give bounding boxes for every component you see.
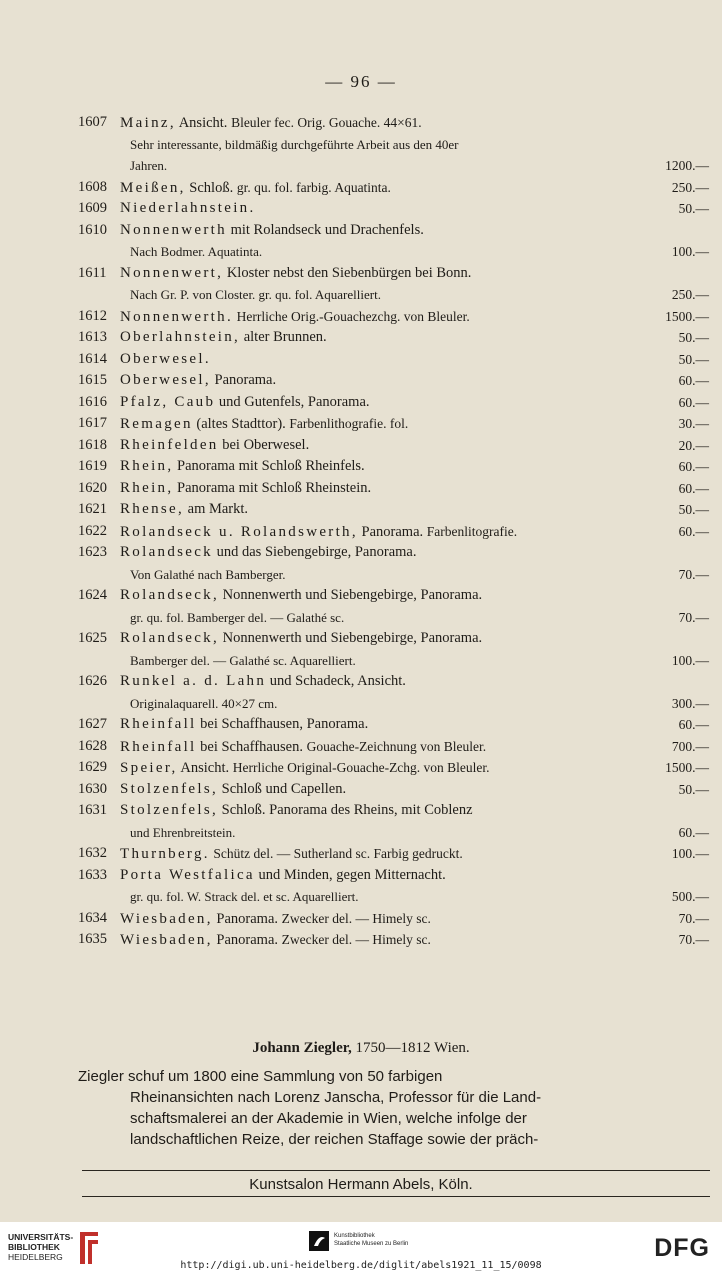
catalog-entry xyxy=(0,263,722,306)
entry-title: und Gutenfels, Panorama. xyxy=(218,393,370,410)
entry-price: 300.— xyxy=(671,695,709,711)
catalog-entry xyxy=(0,542,722,585)
catalog-entry xyxy=(0,112,722,177)
artist-name: Johann Ziegler, xyxy=(252,1040,352,1056)
entry-title: bei Oberwesel. xyxy=(222,436,310,453)
entry-text xyxy=(120,177,391,200)
catalog-entry xyxy=(0,843,722,865)
entry-text xyxy=(120,370,276,392)
catalog-entry xyxy=(0,736,722,758)
catalog-entries xyxy=(0,112,722,951)
catalog-entry xyxy=(0,220,722,263)
entry-details: Farbenlitografie. xyxy=(426,523,518,539)
entry-text xyxy=(120,306,470,329)
catalog-entry xyxy=(0,177,722,199)
entry-title: am Markt. xyxy=(187,501,249,517)
entry-continuation-text: gr. qu. fol. W. Strack del. et sc. Aquarelliert. xyxy=(130,889,359,904)
catalog-entry xyxy=(0,198,722,220)
entry-number: 1625 xyxy=(78,630,107,646)
entry-number: 1629 xyxy=(78,759,107,775)
entry-line xyxy=(0,865,722,887)
entry-price: 50.— xyxy=(678,781,709,797)
entry-details: Herrliche Original-Gouache-Zchg. von Bleuler. xyxy=(232,760,490,775)
entry-number: 1610 xyxy=(78,221,107,238)
entry-line xyxy=(0,800,722,822)
entry-text xyxy=(120,908,431,931)
catalog-entry xyxy=(0,521,722,543)
page-number: — 96 — xyxy=(325,72,397,91)
entry-text xyxy=(120,714,368,736)
catalog-entry xyxy=(0,757,722,779)
catalog-entry xyxy=(0,413,722,435)
entry-price: 500.— xyxy=(671,889,709,904)
entry-line xyxy=(0,521,722,543)
entry-price: 250.— xyxy=(671,179,709,195)
entry-continuation xyxy=(0,607,722,629)
entry-line xyxy=(0,456,722,478)
catalog-entry xyxy=(0,865,722,908)
entry-text xyxy=(120,198,256,220)
entry-place: Rhein, xyxy=(120,458,174,474)
entry-price: 70.— xyxy=(678,566,709,582)
entry-place: Rolandseck u. Rolandswerth, xyxy=(120,523,358,540)
entry-number: 1607 xyxy=(78,114,107,130)
entry-continuation xyxy=(0,822,722,844)
entry-title: Panorama. xyxy=(216,932,279,948)
entry-line xyxy=(0,349,722,371)
entry-text xyxy=(120,456,365,478)
entry-details: Zwecker del. — Himely sc. xyxy=(281,910,431,926)
entry-text xyxy=(120,671,406,693)
entry-place: Nonnenwerth xyxy=(120,221,227,238)
entry-continuation xyxy=(0,564,722,586)
entry-number: 1612 xyxy=(78,307,107,324)
entry-text xyxy=(120,413,408,436)
catalog-entry xyxy=(0,714,722,736)
entry-continuation-text: Sehr interessante, bildmäßig durchgeführte Arbeit aus den 40er xyxy=(130,136,459,152)
entry-line xyxy=(0,779,722,801)
entry-title: Panorama mit Schloß Rheinfels. xyxy=(177,458,365,474)
entry-title: bei Schaffhausen. xyxy=(200,738,303,755)
entry-text xyxy=(120,542,416,564)
entry-price: 70.— xyxy=(678,910,709,926)
entry-price: 1200.— xyxy=(665,158,709,173)
entry-title: Schloß und Capellen. xyxy=(221,780,347,797)
entry-place: Meißen, xyxy=(120,179,186,196)
entry-text xyxy=(120,585,482,607)
kunstbibliothek-logo-icon xyxy=(308,1230,330,1252)
entry-price: 60.— xyxy=(678,523,709,539)
entry-number: 1618 xyxy=(78,436,107,453)
permalink-url[interactable]: http://digi.ub.uni-heidelberg.de/diglit/abels1921_11_15/0098 xyxy=(180,1260,542,1271)
entry-place: Pfalz, Caub xyxy=(120,393,216,410)
page-footer: Kunstsalon Hermann Abels, Köln. xyxy=(249,1176,473,1193)
catalog-entry xyxy=(0,628,722,671)
entry-price: 60.— xyxy=(678,373,709,388)
entry-line xyxy=(0,843,722,865)
entry-continuation xyxy=(0,693,722,715)
entry-title: Nonnenwerth und Siebengebirge, Panorama. xyxy=(222,587,483,603)
entry-number: 1616 xyxy=(78,393,107,410)
entry-place: Runkel a. d. Lahn xyxy=(120,673,267,689)
catalog-entry xyxy=(0,478,722,500)
entry-text xyxy=(120,929,431,952)
entry-place: Oberwesel, xyxy=(120,372,211,388)
entry-price: 70.— xyxy=(678,609,709,625)
entry-line xyxy=(0,198,722,220)
section-heading xyxy=(0,1040,722,1057)
entry-text xyxy=(120,800,473,822)
entry-text xyxy=(120,112,422,135)
entry-continuation xyxy=(0,650,722,672)
entry-number: 1619 xyxy=(78,458,107,474)
entry-place: Stolzenfels, xyxy=(120,802,219,818)
entry-number: 1628 xyxy=(78,737,107,754)
entry-line xyxy=(0,736,722,758)
entry-text xyxy=(120,779,346,801)
entry-number: 1627 xyxy=(78,716,107,732)
catalog-entry xyxy=(0,908,722,930)
catalog-entry xyxy=(0,800,722,843)
entry-place: Oberwesel. xyxy=(120,350,211,367)
entry-details: gr. qu. fol. farbig. Aquatinta. xyxy=(236,179,391,195)
entry-number: 1634 xyxy=(78,909,107,926)
entry-line xyxy=(0,542,722,564)
entry-text xyxy=(120,499,248,521)
entry-price: 50.— xyxy=(678,502,709,517)
artist-paragraph xyxy=(78,1066,658,1150)
entry-continuation-text: Nach Bodmer. Aquatinta. xyxy=(130,244,263,259)
entry-title: Kloster nebst den Siebenbürgen bei Bonn. xyxy=(226,264,472,281)
entry-number: 1630 xyxy=(78,780,107,797)
entry-text xyxy=(120,736,486,759)
entry-line xyxy=(0,478,722,500)
catalog-entry xyxy=(0,671,722,714)
catalog-entry xyxy=(0,779,722,801)
entry-price: 50.— xyxy=(678,330,709,345)
entry-continuation xyxy=(0,241,722,263)
entry-title: Panorama. xyxy=(361,523,424,540)
entry-price: 50.— xyxy=(678,351,709,367)
entry-number: 1611 xyxy=(78,264,107,281)
entry-number: 1617 xyxy=(78,415,107,431)
entry-title: Ansicht. xyxy=(178,115,228,131)
entry-title: und Minden, gegen Mitternacht. xyxy=(258,866,446,883)
entry-line xyxy=(0,628,722,650)
entry-place: Thurnberg. xyxy=(120,846,210,862)
entry-text xyxy=(120,521,517,544)
entry-place: Nonnenwerth. xyxy=(120,308,233,325)
catalog-entry xyxy=(0,349,722,371)
entry-price: 60.— xyxy=(678,459,709,474)
entry-title: mit Rolandseck und Drachenfels. xyxy=(230,221,424,238)
catalog-entry xyxy=(0,585,722,628)
entry-continuation xyxy=(0,886,722,908)
entry-place: Rhense, xyxy=(120,501,185,517)
entry-title: und Schadeck, Ansicht. xyxy=(269,673,406,689)
entry-place: Wiesbaden, xyxy=(120,910,213,927)
entry-text xyxy=(120,843,463,866)
entry-place: Remagen xyxy=(120,416,193,432)
entry-place: Mainz, xyxy=(120,115,176,131)
entry-price: 100.— xyxy=(671,846,709,861)
entry-text xyxy=(120,220,424,242)
entry-continuation-text: Bamberger del. — Galathé sc. Aquarelliert. xyxy=(130,652,356,668)
entry-place: Speier, xyxy=(120,760,178,776)
catalog-entry xyxy=(0,327,722,349)
catalog-entry xyxy=(0,392,722,414)
entry-number: 1620 xyxy=(78,479,107,496)
catalog-entry xyxy=(0,370,722,392)
entry-text xyxy=(120,435,309,457)
entry-number: 1624 xyxy=(78,587,107,603)
entry-title: Panorama. xyxy=(214,372,277,388)
entry-line xyxy=(0,435,722,457)
paragraph-line: Ziegler schuf um 1800 eine Sammlung von 50 farbigen xyxy=(78,1068,443,1085)
entry-text xyxy=(120,263,471,285)
entry-text xyxy=(120,349,211,371)
entry-line xyxy=(0,306,722,328)
entry-place: Stolzenfels, xyxy=(120,780,219,797)
entry-number: 1622 xyxy=(78,522,107,539)
entry-number: 1623 xyxy=(78,544,107,560)
entry-place: Niederlahnstein. xyxy=(120,200,256,216)
entry-price: 100.— xyxy=(671,244,709,259)
entry-title: und das Siebengebirge, Panorama. xyxy=(216,544,417,560)
entry-price: 100.— xyxy=(671,652,709,668)
entry-line xyxy=(0,327,722,349)
entry-continuation-text: gr. qu. fol. Bamberger del. — Galathé sc. xyxy=(130,609,345,625)
entry-number: 1613 xyxy=(78,329,107,345)
entry-price: 60.— xyxy=(678,717,709,732)
entry-number: 1635 xyxy=(78,931,107,947)
catalog-entry xyxy=(0,499,722,521)
entry-line xyxy=(0,370,722,392)
paragraph-line: schaftsmalerei an der Akademie in Wien, welche infolge der xyxy=(130,1110,527,1127)
footer-rule-top xyxy=(82,1170,710,1171)
entry-line xyxy=(0,908,722,930)
entry-line xyxy=(0,220,722,242)
entry-price: 60.— xyxy=(678,480,709,496)
entry-place: Nonnenwert, xyxy=(120,264,224,281)
entry-place: Wiesbaden, xyxy=(120,932,213,948)
entry-title: Ansicht. xyxy=(180,760,230,776)
catalog-entry xyxy=(0,456,722,478)
entry-details: Gouache-Zeichnung von Bleuler. xyxy=(306,738,487,754)
entry-line xyxy=(0,499,722,521)
entry-details: Bleuler fec. Orig. Gouache. 44×61. xyxy=(231,115,422,130)
entry-line xyxy=(0,112,722,134)
entry-title: Panorama mit Schloß Rheinstein. xyxy=(177,479,372,496)
entry-price: 700.— xyxy=(671,738,709,754)
entry-continuation xyxy=(0,134,722,156)
catalog-entry xyxy=(0,929,722,951)
entry-price: 1500.— xyxy=(665,308,709,324)
entry-number: 1632 xyxy=(78,845,107,861)
entry-continuation-text: Jahren. xyxy=(130,158,168,173)
entry-text xyxy=(120,865,446,887)
entry-title: Nonnenwerth und Siebengebirge, Panorama. xyxy=(222,630,483,646)
entry-text xyxy=(120,392,370,414)
entry-details: Schütz del. — Sutherland sc. Farbig gedruckt. xyxy=(213,846,463,861)
entry-title: alter Brunnen. xyxy=(243,329,327,345)
entry-line xyxy=(0,929,722,951)
entry-price: 60.— xyxy=(678,394,709,410)
entry-number: 1609 xyxy=(78,200,107,216)
entry-price: 60.— xyxy=(678,824,709,840)
entry-title: Schloß. xyxy=(189,179,234,196)
entry-line xyxy=(0,671,722,693)
entry-line xyxy=(0,714,722,736)
footer-rule-bottom xyxy=(82,1196,710,1197)
entry-details: Herrliche Orig.-Gouachezchg. von Bleuler. xyxy=(236,308,470,324)
entry-continuation-text: Von Galathé nach Bamberger. xyxy=(130,566,286,582)
entry-place: Oberlahnstein, xyxy=(120,329,241,345)
entry-place: Rhein, xyxy=(120,479,174,496)
entry-line xyxy=(0,177,722,199)
entry-details: Zwecker del. — Himely sc. xyxy=(281,932,431,947)
entry-title: (altes Stadttor). xyxy=(196,416,286,432)
dfg-logo: DFG xyxy=(654,1234,710,1262)
entry-details: Farbenlithografie. fol. xyxy=(289,416,409,431)
artist-dates: 1750—1812 Wien. xyxy=(355,1040,470,1056)
entry-number: 1631 xyxy=(78,802,107,818)
entry-line xyxy=(0,413,722,435)
entry-place: Rolandseck, xyxy=(120,630,220,646)
entry-continuation xyxy=(0,155,722,177)
entry-line xyxy=(0,585,722,607)
kunstbibliothek-label: Kunstbibliothek Staatliche Museen zu Berlin xyxy=(334,1233,409,1247)
paragraph-line: landschaftlichen Reize, der reichen Staffage sowie der präch- xyxy=(130,1131,539,1148)
entry-title: bei Schaffhausen, Panorama. xyxy=(200,716,369,732)
entry-number: 1633 xyxy=(78,866,107,883)
entry-title: Schloß. Panorama des Rheins, mit Coblenz xyxy=(221,802,473,818)
entry-price: 1500.— xyxy=(665,760,709,775)
entry-text xyxy=(120,327,327,349)
entry-place: Rheinfelden xyxy=(120,436,219,453)
entry-number: 1621 xyxy=(78,501,107,517)
entry-price: 50.— xyxy=(678,201,709,216)
entry-price: 30.— xyxy=(678,416,709,431)
entry-number: 1608 xyxy=(78,178,107,195)
entry-place: Rolandseck xyxy=(120,544,213,560)
entry-continuation xyxy=(0,284,722,306)
entry-place: Rheinfall xyxy=(120,738,197,755)
entry-price: 250.— xyxy=(671,287,709,302)
entry-number: 1615 xyxy=(78,372,107,388)
entry-continuation-text: Nach Gr. P. von Closter. gr. qu. fol. Aquarelliert. xyxy=(130,287,381,302)
entry-place: Rheinfall xyxy=(120,716,197,732)
entry-title: Panorama. xyxy=(216,910,279,927)
entry-price: 70.— xyxy=(678,932,709,947)
catalog-entry xyxy=(0,306,722,328)
entry-text xyxy=(120,628,482,650)
entry-line xyxy=(0,757,722,779)
entry-place: Porta Westfalica xyxy=(120,866,255,883)
entry-number: 1614 xyxy=(78,350,107,367)
entry-number: 1626 xyxy=(78,673,107,689)
entry-text xyxy=(120,757,490,780)
entry-place: Rolandseck, xyxy=(120,587,220,603)
entry-text xyxy=(120,478,371,500)
catalog-entry xyxy=(0,435,722,457)
entry-continuation-text: Originalaquarell. 40×27 cm. xyxy=(130,695,278,711)
ub-heidelberg-label: UNIVERSITÄTS- BIBLIOTHEK HEIDELBERG xyxy=(8,1232,74,1262)
entry-line xyxy=(0,392,722,414)
entry-line xyxy=(0,263,722,285)
entry-price: 20.— xyxy=(678,437,709,453)
entry-continuation-text: und Ehrenbreitstein. xyxy=(130,824,236,840)
paragraph-line: Rheinansichten nach Lorenz Janscha, Professor für die Land- xyxy=(130,1089,542,1106)
